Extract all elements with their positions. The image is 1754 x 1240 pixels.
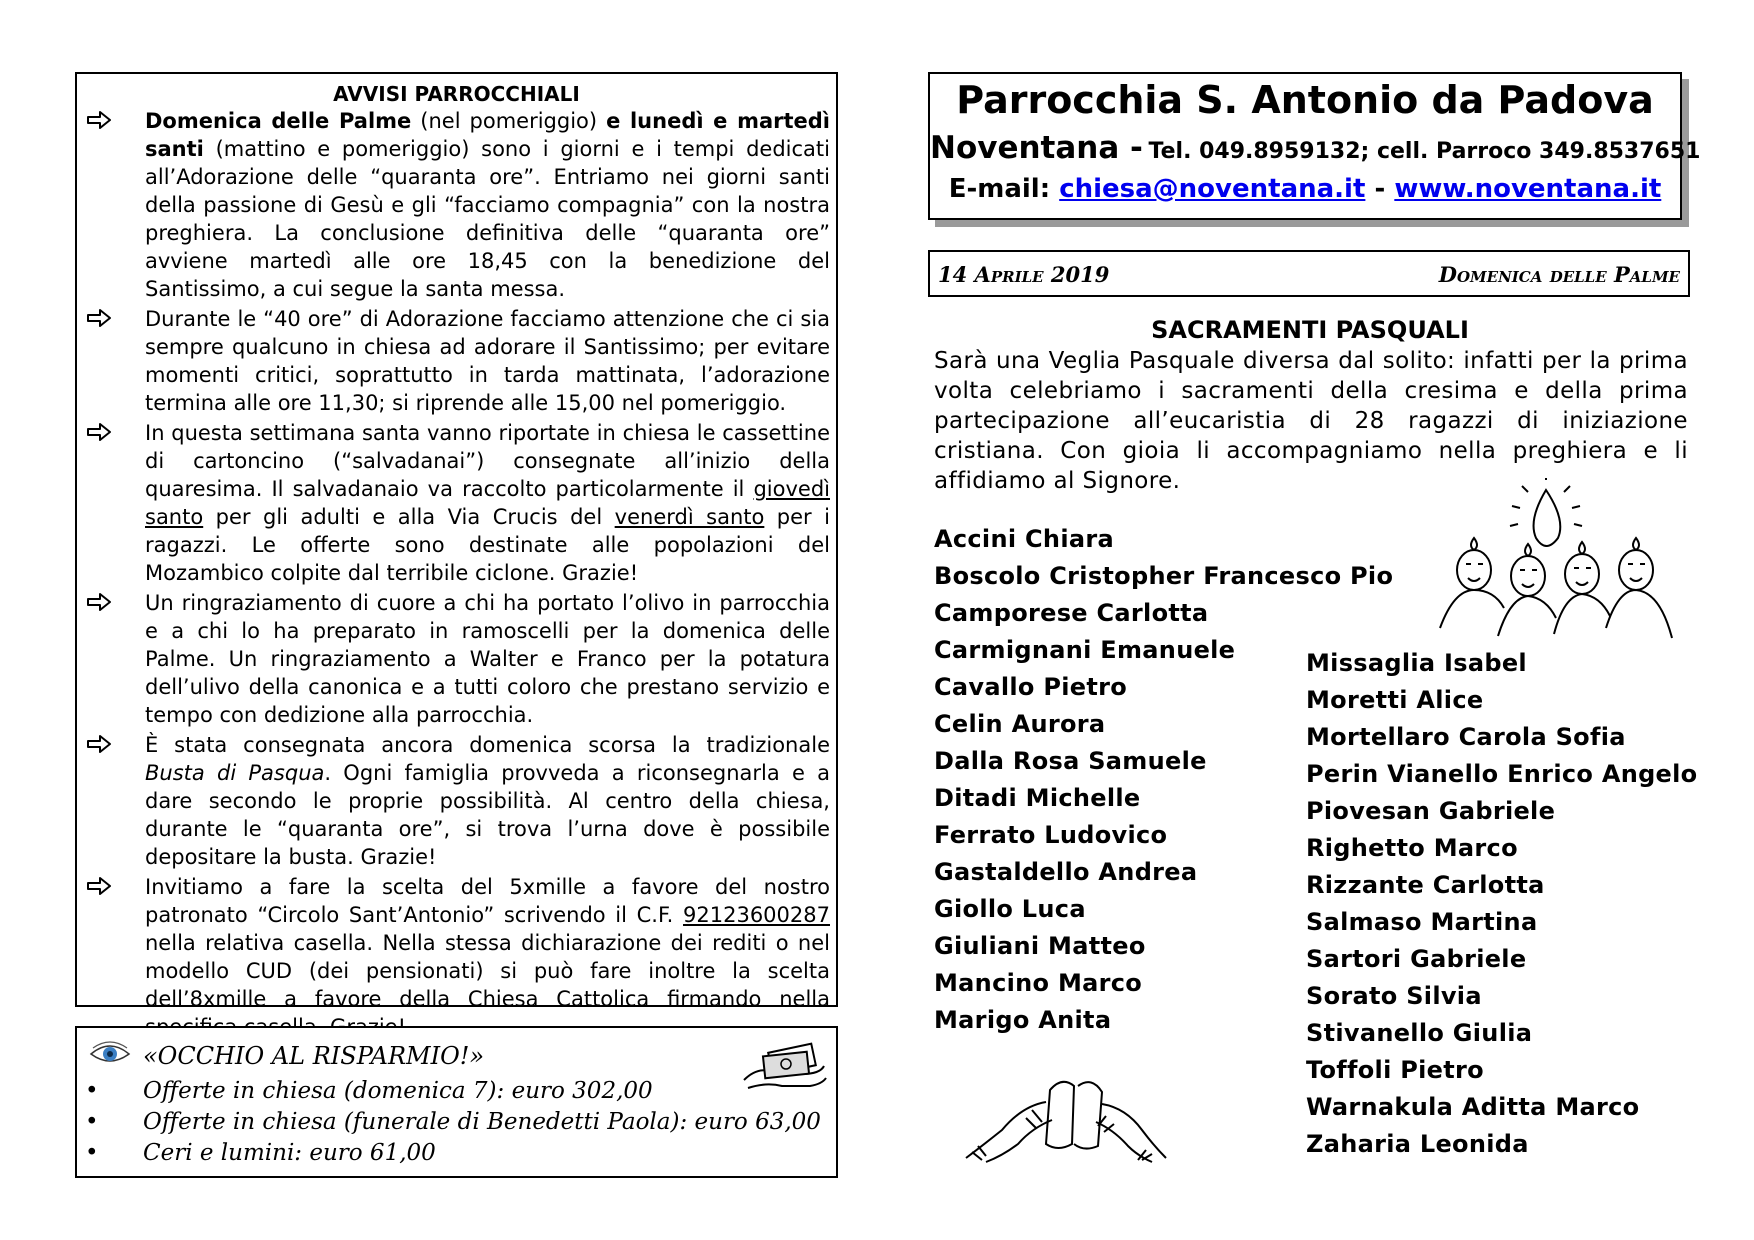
avviso-text xyxy=(145,419,830,587)
avviso-segment: Domenica delle Palme xyxy=(145,109,412,133)
sacramenti-title: SACRAMENTI PASQUALI xyxy=(1151,316,1469,344)
eye-icon xyxy=(89,1040,131,1066)
avviso-item xyxy=(83,589,830,729)
candidate-name: Ditadi Michelle xyxy=(934,784,1141,812)
candidate-name: Cavallo Pietro xyxy=(934,673,1128,701)
avviso-text xyxy=(145,873,830,1041)
website-link[interactable]: www.noventana.it xyxy=(1394,174,1662,204)
candidate-name: Piovesan Gabriele xyxy=(1306,797,1556,825)
candidate-name: Boscolo Cristopher Francesco Pio xyxy=(934,562,1394,590)
avviso-segment: giovedì santo xyxy=(145,477,830,529)
avviso-text xyxy=(145,107,830,303)
separator: - xyxy=(1374,174,1386,204)
occhio-box xyxy=(75,1026,838,1178)
issue-date: 14 Aprile 2019 xyxy=(938,262,1110,287)
avviso-text xyxy=(145,589,830,729)
masthead xyxy=(928,72,1701,220)
avviso-segment: per gli adulti e alla Via Crucis del xyxy=(203,505,615,529)
candidate-name: Salmaso Martina xyxy=(1306,908,1538,936)
avviso-item xyxy=(83,731,830,871)
right-arrow-icon xyxy=(86,109,112,131)
avviso-segment: Invitiamo a fare la scelta del 5xmille a favore del nostro patronato “Circolo Sant’Antonio” scrivendo il C.F. xyxy=(145,875,830,927)
avvisi-list xyxy=(83,107,830,1041)
avviso-text xyxy=(145,731,830,871)
occhio-item: • Offerte in chiesa (domenica 7): euro 302,00 xyxy=(77,1076,821,1107)
right-arrow-icon xyxy=(86,591,112,613)
breaking-bread-illustration xyxy=(962,1072,1168,1164)
avviso-segment: In questa settimana santa vanno riportate in chiesa le cassettine di cartoncino (“salvadanai”) consegnate all’inizio della quaresima. Il salvadanaio va raccolto particolarmente il xyxy=(145,421,830,501)
candidate-name: Stivanello Giulia xyxy=(1306,1019,1533,1047)
avviso-item xyxy=(83,305,830,417)
avviso-segment: Un ringraziamento di cuore a chi ha portato l’olivo in parrocchia e a chi lo ha preparato in ramoscelli per la domenica delle Palme. Un ringraziamento a Walter e Franco per la potatura dell’ulivo della canonica e a tutti coloro che prestano servizio e tempo con dedizione alla parrocchia. xyxy=(145,591,830,727)
avviso-segment: Busta di Pasqua xyxy=(145,761,325,785)
email-link[interactable]: chiesa@noventana.it xyxy=(1059,174,1366,204)
contacts-line xyxy=(930,130,1701,166)
candidate-name: Righetto Marco xyxy=(1306,834,1518,862)
candidate-name: Celin Aurora xyxy=(934,710,1106,738)
candidate-name: Dalla Rosa Samuele xyxy=(934,747,1207,775)
candidate-name: Giollo Luca xyxy=(934,895,1086,923)
right-arrow-icon xyxy=(86,875,112,897)
occhio-item: • Ceri e lumini: euro 61,00 xyxy=(77,1138,821,1169)
avviso-segment: e lunedì e martedì santi xyxy=(145,109,830,161)
candidate-name: Sorato Silvia xyxy=(1306,982,1482,1010)
avviso-segment: (nel pomeriggio) xyxy=(411,109,607,133)
candidate-name: Moretti Alice xyxy=(1306,686,1484,714)
candidate-name: Marigo Anita xyxy=(934,1006,1112,1034)
pentecost-flames-illustration xyxy=(1432,478,1682,646)
avviso-text xyxy=(145,305,830,417)
candidate-name: Accini Chiara xyxy=(934,525,1114,553)
candidate-name: Gastaldello Andrea xyxy=(934,858,1198,886)
liturgical-day: Domenica delle Palme xyxy=(1438,262,1680,287)
right-arrow-icon xyxy=(86,307,112,329)
avviso-item xyxy=(83,873,830,1041)
avviso-segment: È stata consegnata ancora domenica scorsa la tradizionale xyxy=(145,733,830,757)
avviso-segment: venerdì santo xyxy=(614,505,765,529)
right-arrow-icon xyxy=(86,421,112,443)
candidate-name: Perin Vianello Enrico Angelo xyxy=(1306,760,1698,788)
candidate-name: Ferrato Ludovico xyxy=(934,821,1168,849)
occhio-title: «OCCHIO AL RISPARMIO!» xyxy=(143,1042,485,1070)
occhio-item: • Offerte in chiesa (funerale di Benedetti Paola): euro 63,00 xyxy=(77,1107,821,1138)
candidate-name: Carmignani Emanuele xyxy=(934,636,1236,664)
candidate-name: Missaglia Isabel xyxy=(1306,649,1527,677)
candidate-name: Toffoli Pietro xyxy=(1306,1056,1484,1084)
occhio-list xyxy=(77,1076,821,1169)
candidate-name: Mortellaro Carola Sofia xyxy=(1306,723,1626,751)
candidate-name: Mancino Marco xyxy=(934,969,1143,997)
candidate-name: Rizzante Carlotta xyxy=(1306,871,1545,899)
right-arrow-icon xyxy=(86,733,112,755)
avviso-segment: Durante le “40 ore” di Adorazione facciamo attenzione che ci sia sempre qualcuno in chiesa ad adorare il Santissimo; per evitare momenti critici, soprattutto in tarda mattinata, l’adorazione termina alle ore 11,30; si riprende alle 15,00 nel pomeriggio. xyxy=(145,307,830,415)
parish-name: Parrocchia S. Antonio da Padova xyxy=(956,78,1654,122)
names-column-2 xyxy=(1306,645,1697,1163)
candidate-name: Zaharia Leonida xyxy=(1306,1130,1529,1158)
date-bar xyxy=(928,250,1690,297)
email-label: E-mail: xyxy=(948,174,1051,204)
candidate-name: Warnakula Aditta Marco xyxy=(1306,1093,1640,1121)
email-line xyxy=(930,174,1680,204)
candidate-name: Giuliani Matteo xyxy=(934,932,1146,960)
avviso-segment: (mattino e pomeriggio) sono i giorni e i tempi dedicati all’Adorazione delle “quaranta ore”. Entriamo nei giorni santi della passione di Gesù e gli “facciamo compagnia” con la nostra preghiera. La conclusione definitiva delle “quaranta ore” avviene martedì alle ore 18,45 con la benedizione del Santissimo, a cui segue la santa messa. xyxy=(145,137,830,301)
avviso-item xyxy=(83,419,830,587)
avviso-segment: nella relativa casella. Nella stessa dichiarazione dei rediti o nel modello CUD (dei pensionati) si può fare inoltre la scelta dell’8xmille a favore della Chiesa Cattolica firmando nella xyxy=(145,931,830,1011)
candidate-name: Camporese Carlotta xyxy=(934,599,1209,627)
avviso-item xyxy=(83,107,830,303)
avviso-segment: 92123600287 xyxy=(683,903,830,927)
avvisi-box xyxy=(75,72,838,1011)
avviso-segment: per i ragazzi. Le offerte sono destinate alle popolazioni del Mozambico colpite dal terribile ciclone. Grazie! xyxy=(145,505,830,585)
phone-numbers: Tel. 049.8959132; cell. Parroco 349.8537651 xyxy=(1148,139,1701,164)
candidate-name: Sartori Gabriele xyxy=(1306,945,1527,973)
town-name: Noventana - xyxy=(930,130,1143,166)
avviso-segment: . Ogni famiglia provveda a riconsegnarla e a dare secondo le proprie possibilità. Al centro della chiesa, durante le “quaranta ore”, si trova l’urna dove è possibile depositare la busta. Grazie! xyxy=(145,761,831,869)
avvisi-title: AVVISI PARROCCHIALI xyxy=(333,82,580,106)
sacramenti-body: Sarà una Veglia Pasquale diversa dal solito: infatti per la prima volta celebriamo i sacramenti della cresima e della prima partecipazione all’eucaristia di 28 ragazzi di iniziazione cristiana. Con gioia li accompagniamo nella preghiera e li affidiamo al Signore. xyxy=(934,348,1688,494)
